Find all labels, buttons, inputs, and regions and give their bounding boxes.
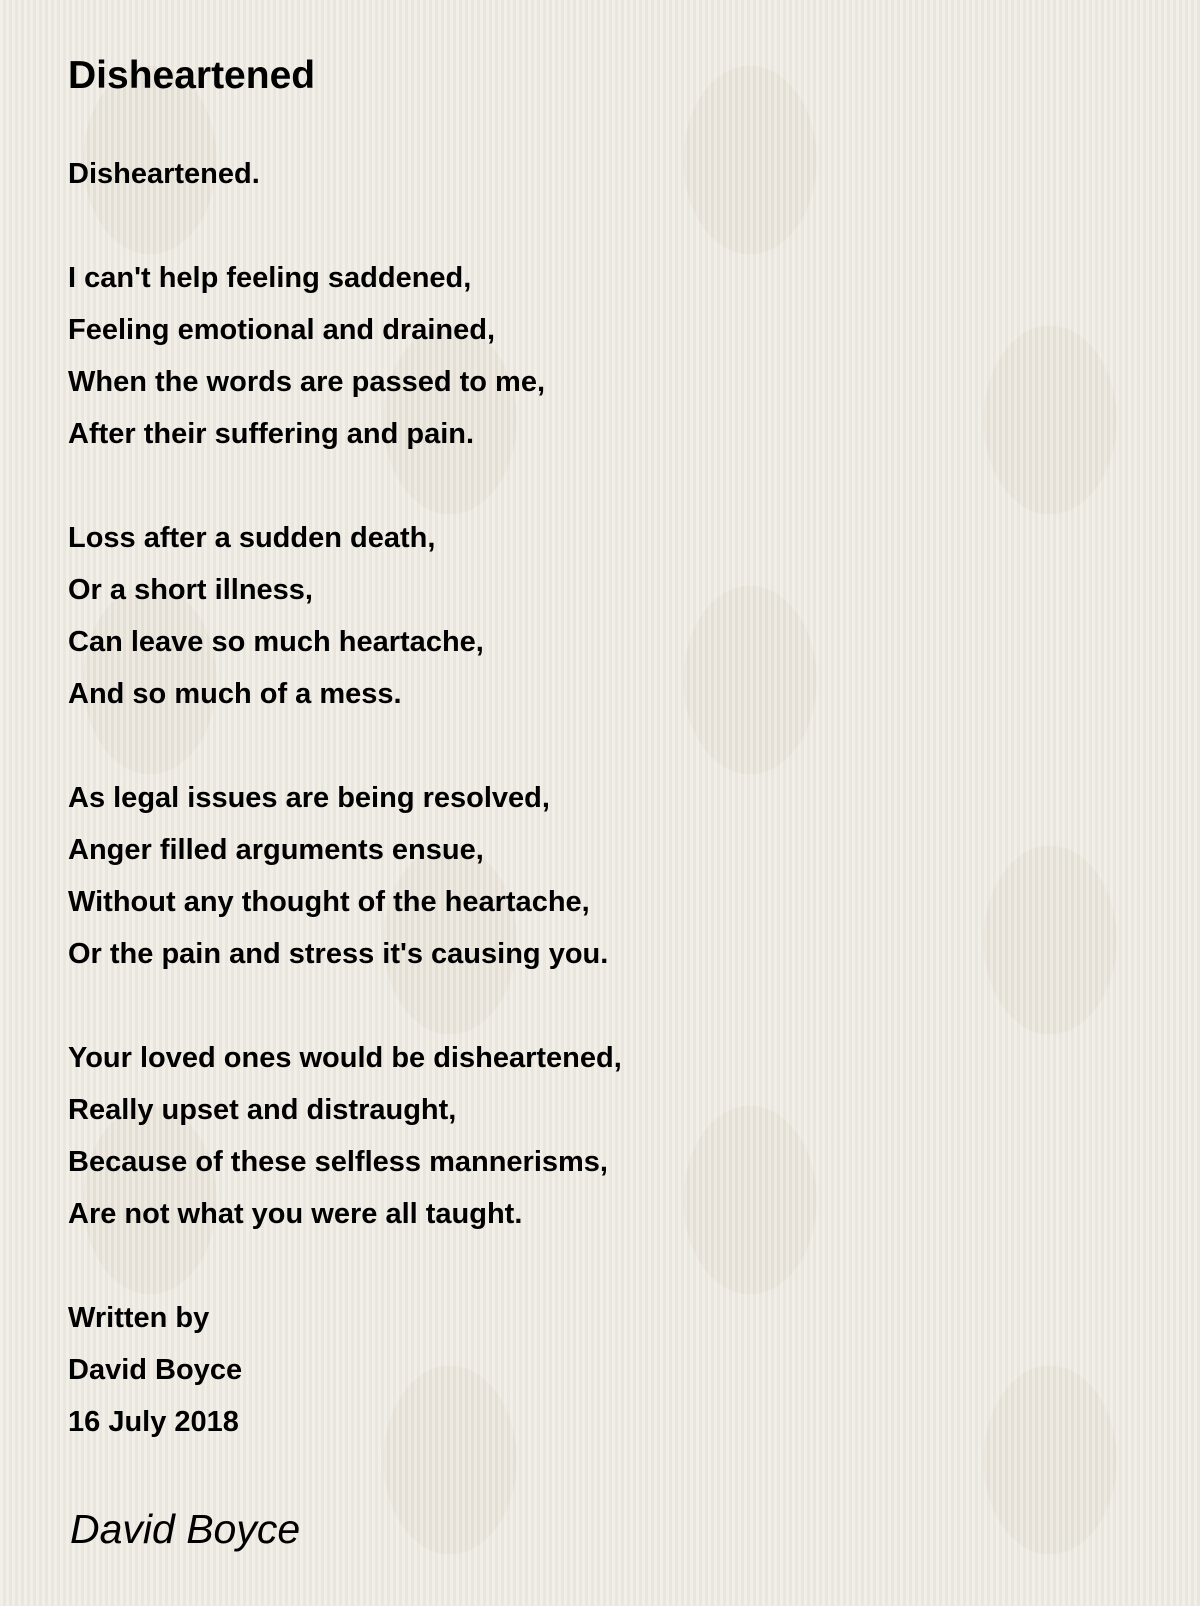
poem-line: Your loved ones would be disheartened, (68, 1042, 622, 1074)
written-by-label: Written by (68, 1302, 210, 1334)
poem-line: Or the pain and stress it's causing you. (68, 938, 609, 970)
poem-subtitle: Disheartened. (68, 158, 260, 190)
poem-body (68, 148, 1148, 1448)
stanza-2 (68, 512, 1148, 720)
poem-line: Without any thought of the heartache, (68, 886, 590, 918)
stanza-1 (68, 252, 1148, 460)
stanza-gap (68, 460, 1148, 512)
poem-line: Really upset and distraught, (68, 1094, 457, 1126)
poem-line: And so much of a mess. (68, 678, 402, 710)
poem-line: As legal issues are being resolved, (68, 782, 550, 814)
stanza-gap (68, 720, 1148, 772)
stanza-gap (68, 980, 1148, 1032)
poem-line: I can't help feeling saddened, (68, 262, 472, 294)
poem-line: Because of these selfless mannerisms, (68, 1146, 608, 1178)
poem-line: Loss after a sudden death, (68, 522, 436, 554)
poem-line: After their suffering and pain. (68, 418, 475, 450)
poem-line: Feeling emotional and drained, (68, 314, 495, 346)
poem-date: 16 July 2018 (68, 1406, 239, 1438)
poem-line: Are not what you were all taught. (68, 1198, 523, 1230)
stanza-4 (68, 1032, 1148, 1240)
stanza-gap (68, 200, 1148, 252)
author-signature: David Boyce (70, 1506, 301, 1552)
poem-line: When the words are passed to me, (68, 366, 545, 398)
poem-line: Can leave so much heartache, (68, 626, 484, 658)
author-name: David Boyce (68, 1354, 243, 1386)
credits-block (68, 1292, 1148, 1448)
stanza-gap (68, 1240, 1148, 1292)
poem-line: Anger filled arguments ensue, (68, 834, 484, 866)
stanza-3 (68, 772, 1148, 980)
poem-line: Or a short illness, (68, 574, 313, 606)
poem-title: Disheartened (68, 54, 316, 97)
